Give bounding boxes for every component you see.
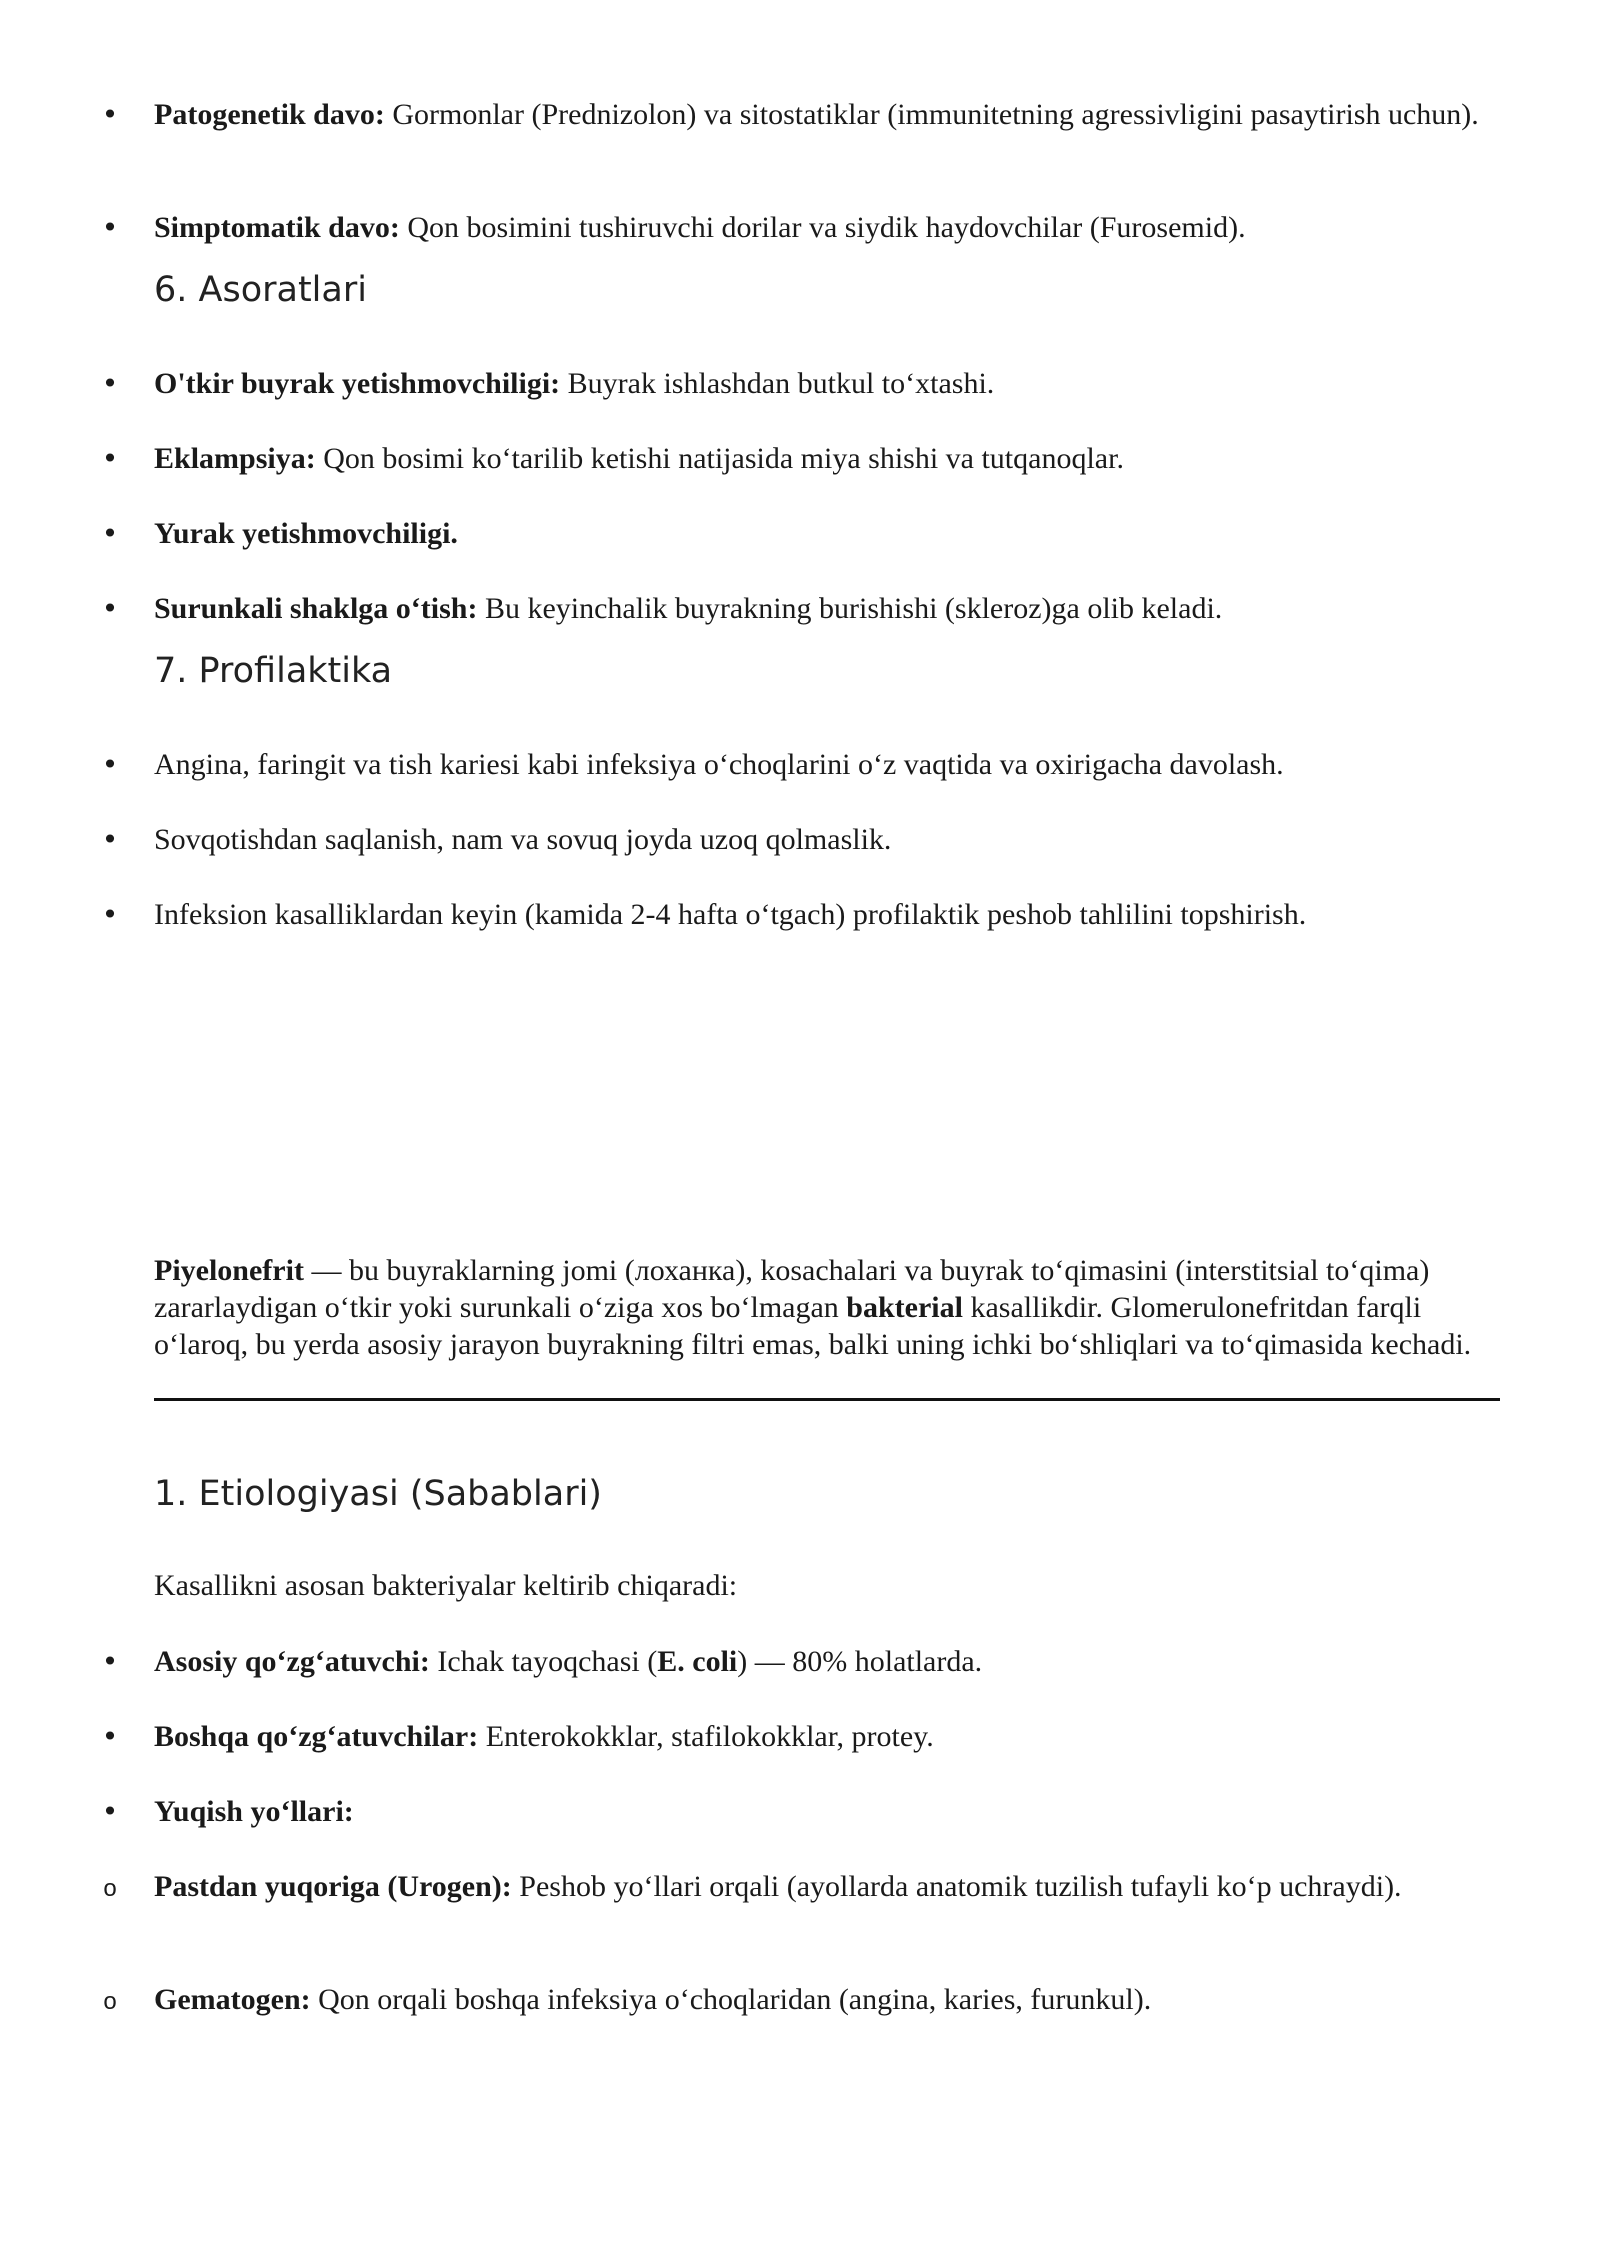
sublist-item-route [154, 1981, 1500, 2019]
bullet [98, 1718, 122, 1756]
list-item-complication [154, 440, 1500, 478]
list-item-complication [154, 365, 1500, 403]
item-term: Asosiy qo‘zg‘atuvchi: [154, 1645, 430, 1678]
bullet [98, 96, 122, 134]
item-text: Qon bosimini tushiruvchi dorilar va siydik haydovchilar (Furosemid). [399, 211, 1246, 244]
intro-term: Piyelonefrit [154, 1254, 304, 1287]
item-text: Sovqotishdan saqlanish, nam va sovuq joyda uzoq qolmaslik. [154, 823, 892, 856]
list-item-prevention [154, 746, 1500, 784]
item-term: O'tkir buyrak yetishmovchiligi: [154, 367, 561, 400]
intro-emphasis: bakterial [846, 1291, 963, 1324]
item-term: Simptomatik davo: [154, 211, 400, 244]
sub-bullet [98, 1981, 122, 2021]
list-item-other-agents [154, 1718, 1500, 1756]
item-text: Gormonlar (Prednizolon) va sitostatiklar (immunitetning agressivligini pasaytirish uchun). [384, 98, 1479, 131]
item-term: Yurak yetishmovchiligi. [154, 517, 458, 550]
horizontal-rule [154, 1398, 1500, 1401]
intro-text: kasallikdir. Glomerulonefritdan farqli o‘laroq, bu yerda asosiy jarayon buyrakning filtri emas, balki uning ichki bo‘shliqlari va to‘qimasida kechadi. [154, 1291, 1472, 1361]
list-item-prevention [154, 821, 1500, 859]
item-term: Patogenetik davo: [154, 98, 385, 131]
item-term: Surunkali shaklga o‘tish: [154, 592, 478, 625]
item-term: Boshqa qo‘zg‘atuvchilar: [154, 1720, 479, 1753]
item-term: Yuqish yo‘llari: [154, 1795, 354, 1828]
item-text: Ichak tayoqchasi ( [429, 1645, 658, 1678]
bullet [98, 746, 122, 784]
item-text: Buyrak ishlashdan butkul to‘xtashi. [560, 367, 995, 400]
item-text: Qon orqali boshqa infeksiya o‘choqlaridan (angina, karies, furunkul). [310, 1983, 1152, 2016]
item-term: Eklampsiya: [154, 442, 316, 475]
lead-text: Kasallikni asosan bakteriyalar keltirib chiqaradi: [154, 1569, 738, 1602]
list-item-symptomatic-therapy [154, 209, 1500, 247]
section-heading-prevention: 7. Profilaktika [154, 651, 393, 691]
item-text: Peshob yo‘llari orqali (ayollarda anatomik tuzilish tufayli ko‘p uchraydi). [511, 1870, 1402, 1903]
section-heading-etiology: 1. Etiologiyasi (Sabablari) [154, 1474, 602, 1514]
bullet [98, 365, 122, 403]
bullet [98, 1793, 122, 1831]
sub-bullet [98, 1868, 122, 1908]
bullet [98, 590, 122, 628]
list-item-main-agent [154, 1643, 1500, 1681]
bullet [98, 821, 122, 859]
sublist-item-route [154, 1868, 1500, 1906]
item-text: Infeksion kasalliklardan keyin (kamida 2-4 hafta o‘tgach) profilaktik peshob tahlilini topshirish. [154, 898, 1307, 931]
item-text: Angina, faringit va tish kariesi kabi infeksiya o‘choqlarini o‘z vaqtida va oxirigacha davolash. [154, 748, 1284, 781]
intro-paragraph [154, 1252, 1500, 1363]
list-item-pathogenetic-therapy [154, 96, 1500, 134]
item-text: ) — 80% holatlarda. [737, 1645, 983, 1678]
bullet [98, 209, 122, 247]
item-term: Gematogen: [154, 1983, 311, 2016]
bullet [98, 440, 122, 478]
bullet [98, 1643, 122, 1681]
bullet [98, 515, 122, 553]
item-term: Pastdan yuqoriga (Urogen): [154, 1870, 512, 1903]
item-text: Qon bosimi ko‘tarilib ketishi natijasida miya shishi va tutqanoqlar. [315, 442, 1124, 475]
list-item-transmission-routes [154, 1793, 1500, 1831]
item-text: Enterokokklar, stafilokokklar, protey. [478, 1720, 934, 1753]
list-item-prevention [154, 896, 1500, 934]
list-item-complication [154, 515, 1500, 553]
item-text: Bu keyinchalik buyrakning burishishi (skleroz)ga olib keladi. [477, 592, 1223, 625]
bullet [98, 896, 122, 934]
list-item-complication [154, 590, 1500, 628]
section-heading-complications: 6. Asoratlari [154, 270, 367, 310]
item-emphasis: E. coli [657, 1645, 738, 1678]
intro-text: — bu buyraklarning jomi (лоханка), kosachalari va buyrak to‘qimasini (interstitsial to‘qima) zararlaydigan o‘tkir yoki surunkali o‘ziga xos bo‘lmagan [154, 1254, 1430, 1324]
